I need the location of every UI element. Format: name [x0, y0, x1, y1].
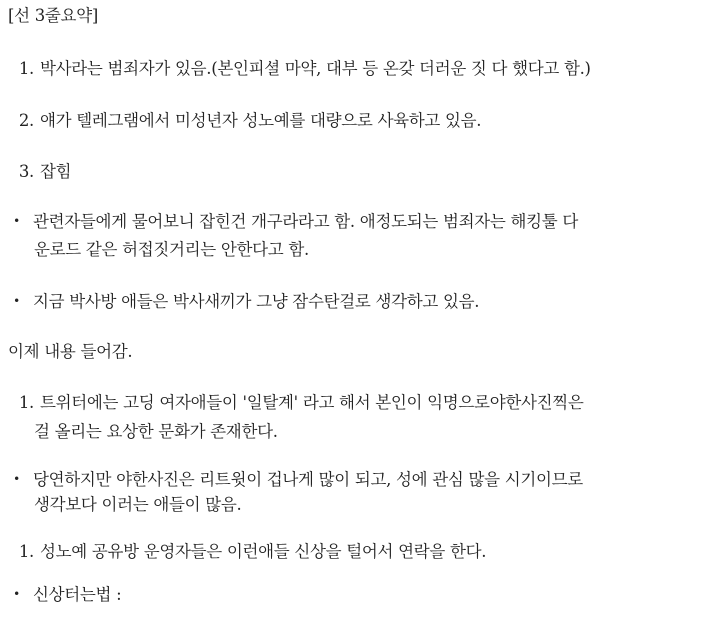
list-text: 얘가 텔레그램에서 미성년자 성노예를 대량으로 사육하고 있음.: [40, 111, 482, 130]
list-number: 1.: [18, 393, 34, 412]
bullet-item-a1: [0, 209, 578, 234]
bullet-icon: •: [13, 587, 20, 601]
bullet-item-a2: [0, 289, 479, 314]
bullet-item-c: [0, 582, 121, 607]
bullet-item-a1-continuation: 운로드 같은 허접짓거리는 안한다고 함.: [34, 240, 309, 259]
list-text: 성노예 공유방 운영자들은 이런애들 신상을 털어서 연락을 한다.: [40, 542, 487, 561]
list-number: 1.: [18, 542, 34, 561]
bullet-text: 지금 박사방 애들은 박사새끼가 그냥 잠수탄걸로 생각하고 있음.: [33, 292, 480, 311]
summary-item-2: [0, 109, 481, 133]
summary-item-1: [0, 57, 591, 81]
list-text: 트위터에는 고딩 여자애들이 '일탈계' 라고 해서 본인이 익명으로야한사진찍은: [40, 393, 584, 412]
bullet-icon: •: [13, 472, 20, 486]
content-item-1-continuation: 걸 올리는 요상한 문화가 존재한다.: [34, 422, 278, 441]
bullet-text: 당연하지만 야한사진은 리트윗이 겁나게 많이 되고, 성에 관심 많을 시기이므로: [33, 470, 583, 489]
bullet-item-b-continuation: 생각보다 이러는 애들이 많음.: [34, 495, 242, 514]
list-text: 박사라는 범죄자가 있음.(본인피셜 마약, 대부 등 온갖 더러운 짓 다 했다고 함.): [40, 59, 591, 78]
bullet-text: 신상터는법 :: [33, 585, 122, 604]
list-number: 2.: [18, 111, 34, 130]
bullet-icon: •: [13, 294, 20, 308]
bullet-icon: •: [13, 214, 20, 228]
list-text: 잡힘: [40, 162, 72, 181]
list-number: 1.: [18, 59, 34, 78]
content-item-2: [0, 540, 486, 564]
content-item-1: [0, 391, 584, 415]
summary-item-3: [0, 160, 71, 184]
summary-heading: [선 3줄요약]: [8, 6, 98, 25]
intro-text: 이제 내용 들어감.: [8, 342, 133, 361]
bullet-text: 관련자들에게 물어보니 잡힌건 개구라라고 함. 애정도되는 범죄자는 해킹툴 다: [33, 212, 578, 231]
list-number: 3.: [18, 162, 34, 181]
bullet-item-b: [0, 467, 583, 492]
